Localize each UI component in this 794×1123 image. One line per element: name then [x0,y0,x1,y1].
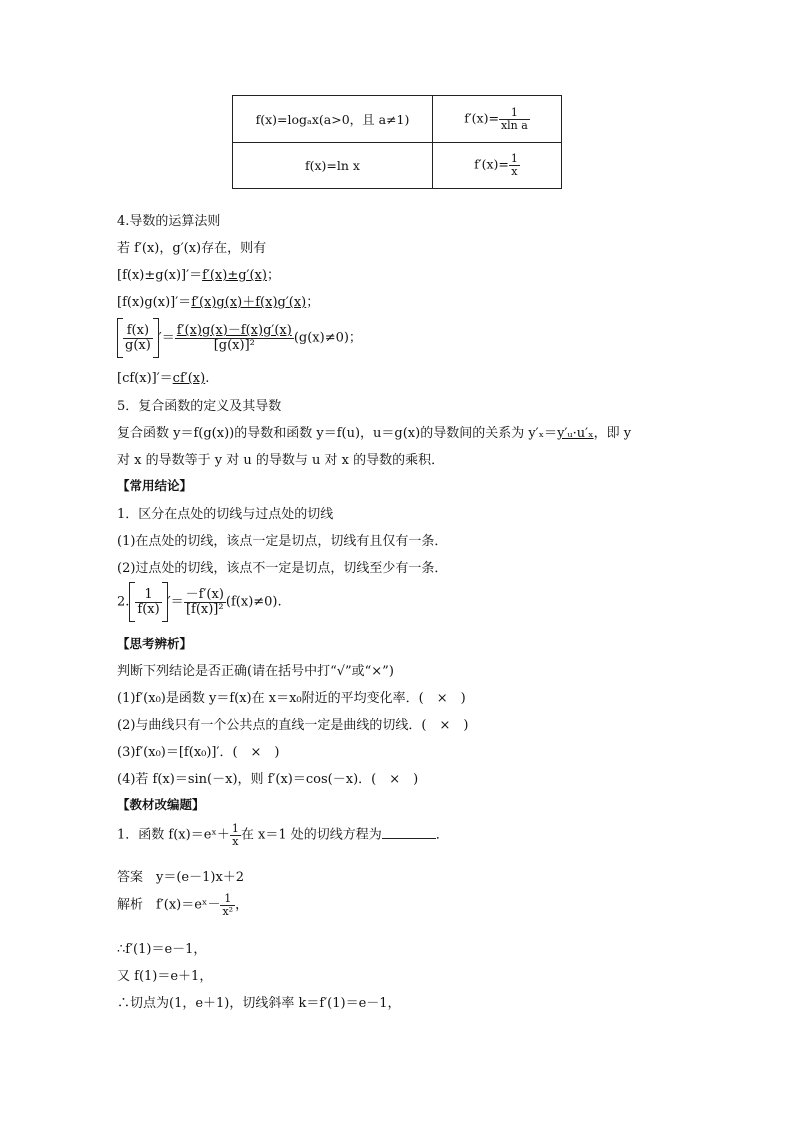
fraction-numerator: 1 [231,822,239,835]
composite-answer: y′ᵤ·u′ₓ [557,426,594,441]
product-rule-answer: f′(x)g(x)＋f(x)g′(x) [191,295,307,310]
fraction [230,823,241,847]
fraction [123,324,153,352]
conclusion-item: (1)在点处的切线，该点一定是切点，切线有且仅有一条． [117,534,448,549]
sum-rule-lhs: [f(x)±g(x)]′＝ [117,268,203,283]
derivative-formula-table [232,95,562,189]
section-heading: 【教材改编题】 [117,797,205,812]
constant-rule-answer: cf′(x) [172,371,206,386]
fraction [184,588,226,616]
composite-text-cont: 对 x 的导数等于 y 对 u 的导数与 u 对 x 的导数的乘积． [117,453,445,468]
sum-rule [117,264,280,283]
fraction-numerator: －f′(x) [185,586,224,602]
textbook-question [117,823,449,847]
solution-step: 又 f(1)＝e＋1， [117,969,213,984]
composite-text-b: ，即 y [593,426,632,441]
fraction-denominator: x [230,835,241,848]
section-heading: 【常用结论】 [117,478,193,493]
section-heading: 5．复合函数的定义及其导数 [117,399,282,414]
fraction-denominator: x² [222,904,234,918]
fraction [220,893,235,917]
think-question: (4)若 f(x)＝sin(－x)，则 f′(x)＝cos(－x)．( × ) [117,772,419,787]
derivative-prefix: f′(x)= [474,157,509,172]
question-end: ． [435,827,449,843]
table-row [233,96,562,143]
sum-rule-end: ； [266,268,280,283]
reciprocal-end: (f(x)≠0). [225,594,282,610]
sum-rule-answer: f′(x)±g′(x) [202,268,267,283]
conclusion-item: (2)过点处的切线，该点不一定是切点，切线至少有一条． [117,561,448,576]
composite-text-a: 复合函数 y＝f(g(x))的导数和函数 y＝f(u)，u＝g(x)的导数间的关系为 y′ₓ＝ [117,426,558,441]
table-cell-derivative [433,96,562,143]
fraction-denominator: [f(x)]² [184,602,226,617]
derivative-prefix: f′(x)= [464,110,499,126]
conclusion-item: 1．区分在点处的切线与过点处的切线 [117,507,334,522]
product-rule-end: ； [306,295,320,310]
section-heading: 4.导数的运算法则 [117,214,221,229]
fraction-denominator: x [509,165,520,178]
quotient-prime: ′＝ [158,330,175,346]
question-text-a: 1．函数 f(x)＝eˣ＋ [117,827,230,843]
think-question: (2)与曲线只有一个公共点的直线一定是曲线的切线．( × ) [117,718,469,733]
question-text-b: 在 x＝1 处的切线方程为 [240,827,382,843]
fraction [499,107,530,131]
constant-rule-end: . [205,371,210,386]
fraction-numerator: f′(x)g(x)－f(x)g′(x) [176,322,292,338]
solution-step: ∴切点为(1，e＋1)，切线斜率 k＝f′(1)＝e－1， [117,996,401,1011]
reciprocal-prime: ′＝ [167,594,184,610]
fraction-denominator: xln a [500,118,528,132]
product-rule-lhs: [f(x)g(x)]′＝ [117,295,192,310]
fraction-numerator: 1 [224,892,232,905]
analysis-text: 解析 f′(x)＝eˣ－ [117,897,221,913]
fraction-numerator: 1 [144,586,153,602]
analysis-end: ， [235,897,249,913]
analysis-line [117,893,248,917]
quotient-answer [175,324,294,352]
quotient-rule [117,318,362,358]
fraction-numerator: 1 [510,105,518,119]
answer-blank [382,826,436,839]
fraction-denominator: g(x) [125,337,151,353]
fraction-denominator: [g(x)]² [175,338,294,353]
product-rule [117,291,319,310]
table-row [233,143,562,189]
rules-intro: 若 f′(x)，g′(x)存在，则有 [117,241,267,256]
table-cell-derivative [433,143,562,189]
fraction-numerator: f(x) [126,322,150,338]
constant-rule-lhs: [cf(x)]′＝ [117,371,173,386]
quotient-end: (g(x)≠0)； [293,330,362,346]
think-intro: 判断下列结论是否正确(请在括号中打“√”或“×”) [117,664,394,679]
answer-line: 答案 y＝(e－1)x＋2 [117,870,245,885]
table-cell-function: f(x)=ln x [233,143,433,189]
solution-step: ∴f′(1)＝e－1， [117,942,207,957]
fraction [135,588,161,616]
fraction-denominator: f(x) [137,601,160,617]
reciprocal-rule [117,582,282,622]
constant-rule [117,367,209,386]
table-cell-function: f(x)=logₐx(a>0，且 a≠1) [233,96,433,143]
composite-text [117,422,631,441]
think-question: (1)f′(x₀)是函数 y＝f(x)在 x＝x₀附近的平均变化率．( × ) [117,691,466,706]
fraction-numerator: 1 [510,152,518,166]
fraction [509,153,520,177]
item-prefix: 2. [117,594,130,610]
think-question: (3)f′(x₀)＝[f(x₀)]′．( × ) [117,745,280,760]
section-heading: 【思考辨析】 [117,636,193,651]
